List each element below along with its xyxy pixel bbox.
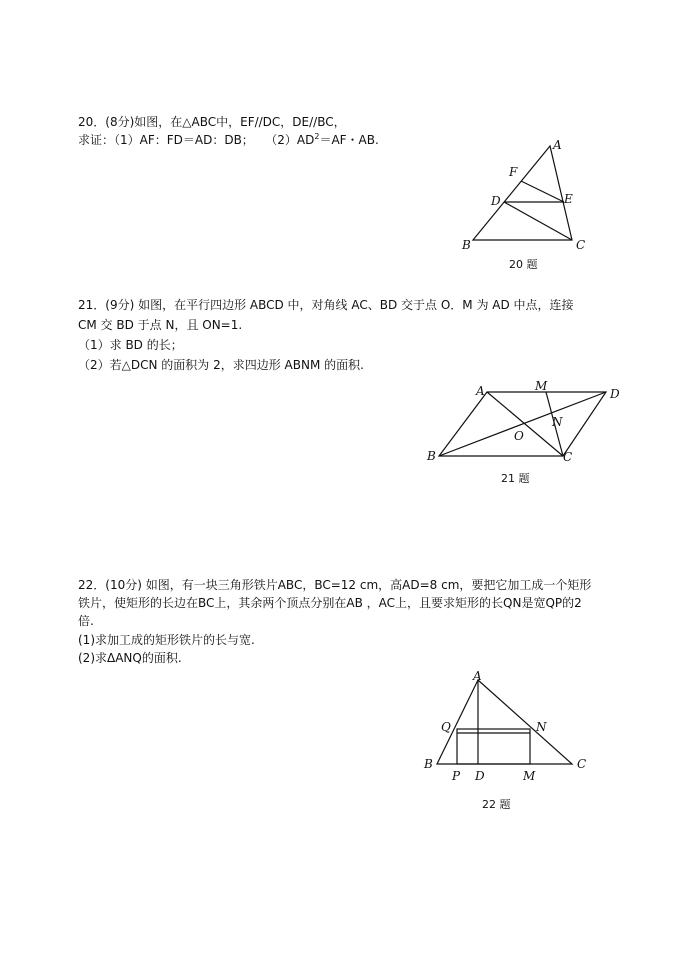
figure-21-caption: 21 题 xyxy=(501,472,530,485)
label-n: N xyxy=(536,720,547,734)
label-a: A xyxy=(553,138,562,152)
label-f: F xyxy=(509,165,518,179)
problem-21-line-1: 21．(9分) 如图，在平行四边形 ABCD 中，对角线 AC、BD 交于点 O．M 为 AD 中点，连接 xyxy=(78,298,574,312)
problem-22-line-1: 22．(10分) 如图，有一块三角形铁片ABC，BC=12 cm，高AD=8 cm，要把它加工成一个矩形 xyxy=(78,578,592,592)
label-d: D xyxy=(491,194,501,208)
label-e: E xyxy=(564,192,573,206)
label-d: D xyxy=(475,769,485,783)
problem-20-line-2: 求证：（1）AF：FD＝AD：DB； $(2)AD^2=AF$・AB. xyxy=(78,132,379,147)
label-c: C xyxy=(563,450,573,464)
label-a: A xyxy=(473,669,482,683)
label-d: D xyxy=(610,387,620,401)
label-a: A xyxy=(476,384,485,398)
figure-22-caption: 22 题 xyxy=(482,798,511,811)
label-m: M xyxy=(523,769,536,783)
problem-22-line-4: (1)求加工成的矩形铁片的长与宽. xyxy=(78,633,255,647)
label-q: Q xyxy=(441,720,451,734)
label-c: C xyxy=(577,757,587,771)
problem-22-line-5: (2)求ΔANQ的面积. xyxy=(78,651,182,665)
label-m: M xyxy=(535,379,548,393)
figure-21 xyxy=(420,375,630,470)
label-b: B xyxy=(462,238,471,252)
figure-22 xyxy=(415,665,595,785)
label-o: O xyxy=(514,429,524,443)
triangle-abc xyxy=(473,146,572,240)
figure-20-caption: 20 题 xyxy=(509,258,538,271)
rectangle-pqnm xyxy=(457,729,530,764)
problem-20-line-1: 20．(8分)如图，在△ABC中，EF//DC，DE//BC， xyxy=(78,115,346,129)
problem-21-line-2: CM 交 BD 于点 N，且 ON=1. xyxy=(78,318,243,332)
label-n: N xyxy=(552,415,563,429)
problem-22-line-2: 铁片，使矩形的长边在BC上，其余两个顶点分别在AB ，AC上，且要求矩形的长QN是宽QP的2 xyxy=(78,596,582,610)
problem-21-line-4: （2）若△DCN 的面积为 2，求四边形 ABNM 的面积. xyxy=(78,358,364,372)
diagonal-bd xyxy=(439,392,606,456)
label-c: C xyxy=(576,238,586,252)
segment-dc xyxy=(504,202,572,240)
label-b: B xyxy=(427,449,436,463)
problem-21-line-3: （1）求 BD 的长； xyxy=(78,338,183,352)
label-b: B xyxy=(424,757,433,771)
figure-20 xyxy=(455,135,595,255)
segment-fe xyxy=(521,181,564,202)
label-p: P xyxy=(452,769,461,783)
problem-22-line-3: 倍. xyxy=(78,614,94,628)
